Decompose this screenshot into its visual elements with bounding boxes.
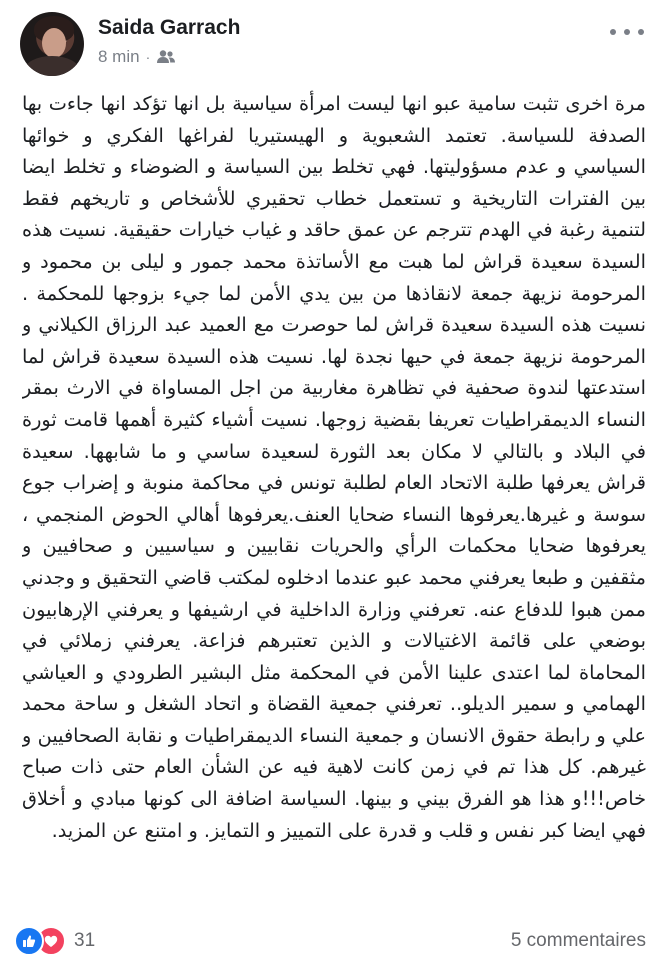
post-time[interactable]: 8 min <box>98 47 140 66</box>
avatar[interactable] <box>20 12 84 76</box>
more-dots-icon <box>638 29 644 35</box>
post-header <box>0 0 662 84</box>
more-options-button[interactable] <box>610 22 644 42</box>
avatar-face <box>42 28 66 58</box>
reactions-summary[interactable] <box>14 926 95 956</box>
comments-link[interactable]: 5 commentaires <box>510 930 646 951</box>
more-dots-icon <box>624 29 630 35</box>
post-footer <box>0 922 662 960</box>
reaction-count: 31 <box>74 930 96 951</box>
like-icon <box>14 926 44 956</box>
avatar-shoulder <box>24 56 80 76</box>
more-dots-icon <box>610 29 616 35</box>
author-name[interactable]: Saida Garrach <box>98 16 241 39</box>
meta-separator: · <box>145 49 151 65</box>
friends-icon[interactable] <box>156 49 176 65</box>
post-meta <box>98 47 176 67</box>
post-text: مرة اخرى تثبت سامية عبو انها ليست امرأة سياسية بل انها تؤكد انها جاءت بها الصدفة للسياسة. تعتمد الشعبوية و الهيستيريا لفراغها الفكري و خوائها السياسي و عدم مسؤوليتها. فهي تخلط بين السياسة و الضوضاء و تخلط ايضا بين الفترات التاريخية و تستعمل خطاب تحقيري للأشخاص و تاريخهم فقط لتنمية رغبة في الهدم تترجم عن عمق حاقد و غياب خيارات حقيقية. نسيت هذه السيدة سعيدة قراش لما هبت مع الأساتذة محمد جمور و ليلى بن محمود و المرحومة نزيهة جمعة لانقاذها من بين يدي الأمن لما جيء بزوجها للمحكمة . نسيت هذه السيدة سعيدة قراش لما حوصرت مع العميد عبد الرزاق الكيلاني و المرحومة نزيهة جمعة في حيها نجدة لها. نسيت هذه السيدة سعيدة قراش لما استدعتها لندوة صحفية في تظاهرة مغاربية من اجل المساواة في الارث بمقر النساء الديمقراطيات تعريفا بقضية زوجها. نسيت أشياء كثيرة أهمها قامت ثورة في البلاد و بالتالي لا مكان بعد الثورة لسعيدة ساسي و ما شابهها. سعيدة قراش يعرفها طلبة الاتحاد العام لطلبة تونس في محاكمة منوبة و إضراب جوع سوسة و غيرها.يعرفوها النساء ضحايا العنف.يعرفوها أهالي الحوض المنجمي ، يعرفوها ضحايا محكمات الرأي والحريات نقابيين و سياسيين و صحافيين و مثقفين و طبعا يعرفني محمد عبو عندما ادخلوه لمكتب قاضي التحقيق و وجدني ممن هبوا للدفاع عنه. تعرفني وزارة الداخلية في ارشيفها و يعرفني الإرهابيون بوضعي على قائمة الاغتيالات و الذين تعتبرهم فزاعة. يعرفني زملائي في المحاماة لما اعتدى علينا الأمن في المحكمة مثل البشير الطرودي و العياشي الهمامي و سمير الديلو.. تعرفني جمعية القضاة و اتحاد الشغل و ساحة محمد علي و رابطة حقوق الانسان و جمعية النساء الديمقراطيات و نقابة الصحافيين و غيرهم. كل هذا تم في زمن كانت لاهية فيه عن الشأن العام حتى ذات صباح خاص!!!و هذا هو الفرق بيني و بينها. السياسة اضافة الى كونها مبادي و أخلاق فهي ايضا كبر نفس و قلب و قدرة على التمييز و التمايز. و امتنع عن المزيد. <box>22 92 646 842</box>
